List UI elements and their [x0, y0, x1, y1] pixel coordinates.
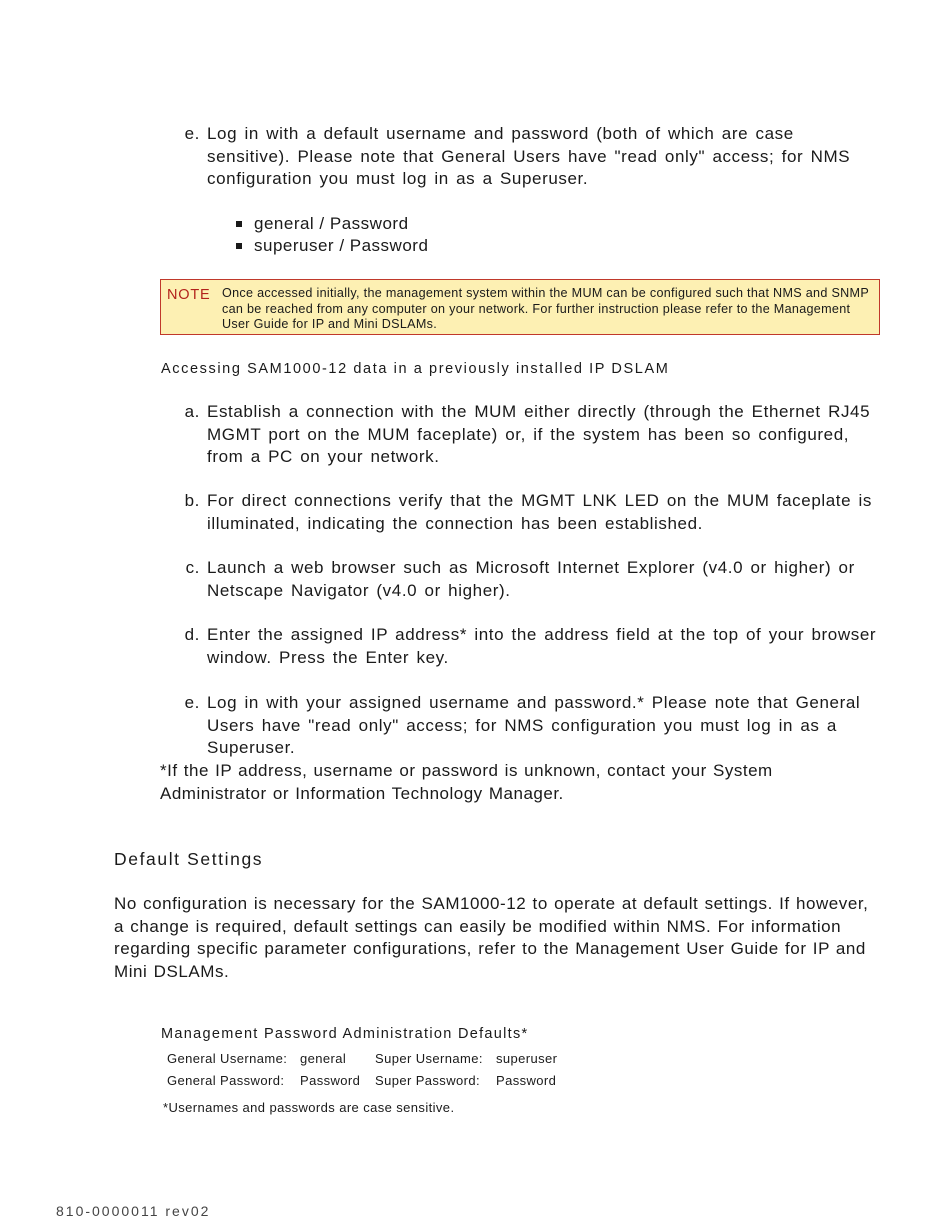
step-text: Log in with your assigned username and password.* Please note that General Users have "read only" access; for NMS configuration you must log in as a Superuser. — [207, 693, 861, 757]
general-password-label: General Password: — [167, 1073, 285, 1088]
general-username-value: general — [300, 1051, 347, 1066]
step-c — [185, 557, 882, 602]
subheading: Accessing SAM1000-12 data in a previously installed IP DSLAM — [161, 361, 670, 377]
note-label: NOTE — [167, 287, 211, 303]
step-marker: b. — [184, 491, 200, 510]
section-title: Default Settings — [114, 849, 264, 869]
step-marker: e. — [184, 693, 200, 712]
page-footer: 810-0000011 rev02 — [56, 1203, 211, 1219]
step-text: Establish a connection with the MUM either directly (through the Ethernet RJ45 MGMT port on the MUM faceplate) or, if the system has been so configured, from a PC on your network. — [207, 402, 871, 466]
super-password-value: Password — [496, 1073, 557, 1088]
step-e-default-login — [184, 123, 877, 191]
table-footnote: *Usernames and passwords are case sensitive. — [163, 1100, 455, 1115]
step-marker: d. — [184, 625, 200, 644]
step-marker: a. — [184, 402, 200, 421]
general-password-value: Password — [300, 1073, 361, 1088]
super-password-label: Super Password: — [375, 1073, 480, 1088]
step-text: Launch a web browser such as Microsoft Internet Explorer (v4.0 or higher) or Netscape Navigator (v4.0 or higher). — [207, 558, 855, 600]
step-marker: c. — [185, 558, 200, 577]
super-username-label: Super Username: — [375, 1051, 483, 1066]
step-b — [184, 490, 882, 535]
step-text: Log in with a default username and password (both of which are case sensitive). Please note that General Users have "read only" access; for NMS configuration you must log in as a Superuser. — [207, 124, 851, 188]
step-d — [184, 624, 882, 669]
section-paragraph: No configuration is necessary for the SAM1000-12 to operate at default settings. If however, a change is required, default settings can easily be modified within NMS. For information regarding specific parameter configurations, refer to the Management User Guide for IP and Mini DSLAMs. — [114, 894, 869, 981]
note-text: Once accessed initially, the management system within the MUM can be configured such that NMS and SNMP can be reached from any computer on your network. For further instruction please refer to the Management User Guide for IP and Mini DSLAMs. — [222, 286, 869, 332]
list-item: superuser / Password — [236, 235, 428, 257]
step-a — [184, 401, 882, 469]
note-box — [160, 279, 880, 335]
step-text: For direct connections verify that the MGMT LNK LED on the MUM faceplate is illuminated, indicating the connection has been established. — [207, 491, 872, 533]
general-username-label: General Username: — [167, 1051, 288, 1066]
step-text: Enter the assigned IP address* into the address field at the top of your browser window. Press the Enter key. — [207, 625, 877, 667]
defaults-table-title: Management Password Administration Defaults* — [161, 1026, 529, 1042]
step-e — [184, 692, 882, 760]
super-username-value: superuser — [496, 1051, 558, 1066]
credential-list — [236, 213, 428, 257]
footnote: *If the IP address, username or password is unknown, contact your System Administrator or Information Technology Manager. — [160, 761, 773, 803]
step-marker: e. — [184, 124, 200, 143]
list-item: general / Password — [236, 213, 428, 235]
